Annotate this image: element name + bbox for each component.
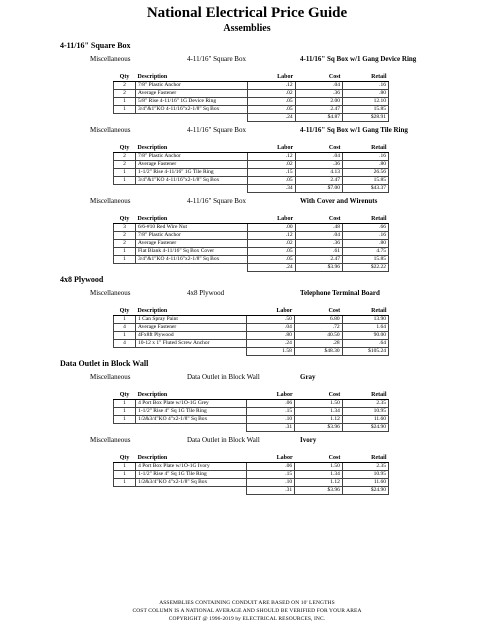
cell-labor: .12	[247, 153, 295, 161]
cell-qty: 1	[114, 98, 136, 106]
column-header-labor: Labor	[247, 454, 295, 463]
column-header-qty: Qty	[114, 454, 136, 463]
cell-cost: 6.80	[294, 316, 342, 324]
cell-labor: .02	[247, 240, 295, 248]
cell-qty: 1	[114, 248, 136, 256]
total-retail: $43.37	[343, 185, 389, 193]
assembly-name: Gray	[300, 373, 316, 381]
total-labor: .24	[247, 114, 295, 122]
column-header-labor: Labor	[247, 73, 295, 82]
table-row	[114, 479, 389, 487]
cell-retail: 4.75	[343, 248, 389, 256]
cell-description: 10-12 x 1" Fluted Screw Anchor	[136, 340, 247, 348]
column-header-qty: Qty	[114, 391, 136, 400]
cell-qty: 4	[114, 324, 136, 332]
cell-cost: 1.12	[295, 416, 343, 424]
category-title: 4x8 Plywood	[60, 275, 104, 284]
cell-description: 3/4"&1"KO 4-11/16"x2-1/8" Sq Box	[136, 106, 248, 114]
cell-retail: 1.64	[342, 324, 388, 332]
cell-qty: 2	[114, 240, 136, 248]
column-header-retail: Retail	[343, 73, 389, 82]
table-header-row	[114, 391, 389, 400]
table-row	[114, 256, 389, 264]
column-header-description: Description	[136, 144, 248, 153]
cell-retail: 90.00	[342, 332, 388, 340]
cell-qty: 1	[114, 177, 136, 185]
assembly-header	[0, 125, 494, 136]
column-header-qty: Qty	[114, 215, 136, 224]
column-header-retail: Retail	[343, 215, 389, 224]
cell-description: 5/8" Rise 4-11/16" 1G Device Ring	[136, 98, 248, 106]
assembly-category: Miscellaneous	[90, 55, 131, 63]
column-header-retail: Retail	[343, 144, 389, 153]
cell-qty: 1	[114, 463, 136, 471]
column-header-cost: Cost	[295, 391, 343, 400]
cell-retail: 15.85	[343, 256, 389, 264]
cell-labor: .04	[247, 324, 295, 332]
column-header-cost: Cost	[295, 144, 342, 153]
cell-labor: .02	[247, 161, 295, 169]
table-row	[114, 224, 389, 232]
cell-retail: .16	[343, 232, 389, 240]
cell-qty: 2	[114, 232, 136, 240]
cell-cost: .36	[295, 161, 342, 169]
cell-labor: .12	[247, 82, 295, 90]
footer-copyright: COPYRIGHT @ 1996-2019 by ELECTRICAL RESOURCES, INC.	[168, 616, 326, 622]
total-spacer	[136, 264, 248, 272]
cell-retail: 13.90	[342, 316, 388, 324]
total-retail: $28.91	[343, 114, 389, 122]
column-header-description: Description	[136, 307, 247, 316]
column-header-description: Description	[136, 215, 248, 224]
total-labor: .24	[247, 264, 295, 272]
cell-retail: 15.85	[343, 106, 389, 114]
cell-labor: .00	[247, 224, 295, 232]
cell-cost: 2.00	[295, 98, 342, 106]
column-header-labor: Labor	[247, 391, 295, 400]
cell-retail: .80	[343, 161, 389, 169]
column-header-labor: Labor	[247, 144, 295, 153]
assembly-subcategory: Data Outlet in Block Wall	[187, 436, 260, 444]
table-row	[114, 90, 389, 98]
cell-retail: 12.10	[343, 98, 389, 106]
column-header-cost: Cost	[295, 215, 342, 224]
assembly-name: 4-11/16" Sq Box w/1 Gang Device Ring	[300, 55, 417, 63]
total-labor: .34	[247, 185, 295, 193]
column-header-labor: Labor	[247, 215, 295, 224]
cell-labor: .80	[247, 332, 295, 340]
assembly-items-table	[113, 391, 389, 432]
cell-retail: .64	[342, 340, 388, 348]
assembly-items-table	[113, 144, 389, 193]
table-row	[114, 240, 389, 248]
cell-labor: .10	[247, 416, 295, 424]
cell-qty: 1	[114, 256, 136, 264]
cell-cost: 1.50	[295, 463, 343, 471]
cell-retail: .80	[343, 90, 389, 98]
cell-qty: 3	[114, 224, 136, 232]
table-row	[114, 316, 389, 324]
cell-description: Average Fastener	[136, 90, 248, 98]
total-spacer	[114, 348, 136, 356]
table-row	[114, 463, 389, 471]
column-header-retail: Retail	[342, 454, 388, 463]
cell-retail: 11.60	[342, 416, 388, 424]
assembly-header	[0, 288, 494, 299]
footer-note-cost: COST COLUMN IS A NATIONAL AVERAGE AND SHOULD BE VERIFIED FOR YOUR AREA	[132, 608, 362, 614]
assembly-subcategory: 4-11/16" Square Box	[187, 126, 246, 134]
column-header-cost: Cost	[294, 307, 342, 316]
column-header-description: Description	[136, 73, 248, 82]
total-labor: .31	[247, 487, 295, 495]
cell-labor: .12	[247, 232, 295, 240]
cell-qty: 1	[114, 479, 136, 487]
cell-labor: .50	[247, 316, 295, 324]
cell-retail: 26.56	[343, 169, 389, 177]
table-row	[114, 340, 389, 348]
cell-retail: 10.95	[342, 471, 388, 479]
table-row	[114, 177, 389, 185]
assemblies-content	[0, 38, 494, 497]
table-row	[114, 232, 389, 240]
cell-qty: 2	[114, 90, 136, 98]
cell-description: 1-1/2" Rise 4" Sq 1G Tile Ring	[136, 408, 247, 416]
table-header-row	[114, 144, 389, 153]
cell-qty: 2	[114, 161, 136, 169]
cell-cost: .36	[295, 240, 342, 248]
cell-cost: 1.12	[295, 479, 343, 487]
cell-description: Average Fastener	[136, 240, 248, 248]
page-footer	[0, 599, 494, 623]
cell-retail: 2.35	[342, 463, 388, 471]
total-spacer	[136, 114, 248, 122]
table-row	[114, 471, 389, 479]
category-title: Data Outlet in Block Wall	[60, 359, 149, 368]
cell-description: 1 Can Spray Paint	[136, 316, 247, 324]
cell-cost: 40.50	[294, 332, 342, 340]
cell-retail: 15.85	[343, 177, 389, 185]
assembly-items-table	[113, 215, 389, 272]
assembly-category: Miscellaneous	[90, 197, 131, 205]
table-header-row	[114, 215, 389, 224]
cell-labor: .15	[247, 471, 295, 479]
assembly-category: Miscellaneous	[90, 126, 131, 134]
total-labor: 1.58	[247, 348, 295, 356]
assembly-category: Miscellaneous	[90, 436, 131, 444]
column-header-retail: Retail	[342, 307, 388, 316]
table-row	[114, 153, 389, 161]
cell-qty: 1	[114, 416, 136, 424]
cell-qty: 1	[114, 332, 136, 340]
assembly-items-table	[113, 454, 389, 495]
table-row	[114, 416, 389, 424]
column-header-retail: Retail	[342, 391, 388, 400]
cell-description: Average Fastener	[136, 324, 247, 332]
cell-qty: 2	[114, 82, 136, 90]
total-spacer	[136, 487, 247, 495]
cell-description: 4 Port Box Plate w/1O-1G Ivory	[136, 463, 247, 471]
total-cost: $48.30	[294, 348, 342, 356]
column-header-cost: Cost	[295, 73, 342, 82]
cell-qty: 1	[114, 471, 136, 479]
assembly-category: Miscellaneous	[90, 289, 131, 297]
cell-labor: .05	[247, 256, 295, 264]
cell-retail: 11.60	[342, 479, 388, 487]
table-row	[114, 169, 389, 177]
cell-cost: 2.47	[295, 177, 342, 185]
total-spacer	[114, 264, 136, 272]
cell-description: 4Fx8ft Plywood	[136, 332, 247, 340]
total-row	[114, 348, 389, 356]
total-spacer	[114, 114, 136, 122]
total-spacer	[136, 185, 248, 193]
cell-description: 3/4"&1"KO 4-11/16"x2-1/8" Sq Box	[136, 256, 248, 264]
cell-retail: .80	[343, 240, 389, 248]
cell-labor: .06	[247, 400, 295, 408]
table-row	[114, 400, 389, 408]
cell-retail: .16	[343, 82, 389, 90]
assembly-subcategory: Data Outlet in Block Wall	[187, 373, 260, 381]
cell-labor: .02	[247, 90, 295, 98]
cell-qty: 1	[114, 316, 136, 324]
assembly-subcategory: 4x8 Plywood	[187, 289, 225, 297]
cell-description: 1/2&3/4"KO 4"x2-1/8" Sq Box	[136, 479, 247, 487]
table-header-row	[114, 73, 389, 82]
cell-cost: .36	[295, 90, 342, 98]
cell-description: 7/8" Plastic Anchor	[136, 153, 248, 161]
cell-labor: .10	[247, 479, 295, 487]
cell-description: Average Fastener	[136, 161, 248, 169]
cell-retail: .66	[343, 224, 389, 232]
cell-labor: .05	[247, 106, 295, 114]
total-row	[114, 424, 389, 432]
cell-cost: .61	[295, 248, 342, 256]
cell-cost: 1.34	[295, 471, 343, 479]
cell-qty: 1	[114, 408, 136, 416]
total-retail: $24.90	[342, 487, 388, 495]
total-cost: $3.96	[295, 424, 343, 432]
total-retail: $105.24	[342, 348, 388, 356]
cell-description: 7/8" Plastic Anchor	[136, 232, 248, 240]
total-spacer	[114, 424, 136, 432]
cell-description: 6/6-#10 Red Wire Nut	[136, 224, 248, 232]
assembly-name: Ivory	[300, 436, 317, 444]
table-row	[114, 408, 389, 416]
assembly-header	[0, 196, 494, 207]
column-header-qty: Qty	[114, 73, 136, 82]
table-row	[114, 161, 389, 169]
cell-cost: .72	[294, 324, 342, 332]
table-row	[114, 324, 389, 332]
assembly-header	[0, 54, 494, 65]
cell-qty: 1	[114, 400, 136, 408]
cell-labor: .15	[247, 169, 295, 177]
cell-description: 1-1/2" Rise 4-11/16" 1G Tile Ring	[136, 169, 248, 177]
cell-cost: 1.34	[295, 408, 343, 416]
assembly-subcategory: 4-11/16" Square Box	[187, 55, 246, 63]
total-cost: $3.96	[295, 264, 342, 272]
column-header-cost: Cost	[295, 454, 343, 463]
table-header-row	[114, 454, 389, 463]
total-cost: $4.87	[295, 114, 342, 122]
cell-cost: 1.50	[295, 400, 343, 408]
assembly-name: 4-11/16" Sq Box w/1 Gang Tile Ring	[300, 126, 408, 134]
column-header-qty: Qty	[114, 144, 136, 153]
assembly-category: Miscellaneous	[90, 373, 131, 381]
cell-cost: 2.47	[295, 256, 342, 264]
cell-cost: .04	[295, 82, 342, 90]
assembly-subcategory: 4-11/16" Square Box	[187, 197, 246, 205]
total-spacer	[114, 185, 136, 193]
total-cost: $3.96	[295, 487, 343, 495]
footer-note-conduit: ASSEMBLIES CONTAINING CONDUIT ARE BASED ON 10' LENGTHS	[159, 600, 335, 606]
total-retail: $22.22	[343, 264, 389, 272]
column-header-qty: Qty	[114, 307, 136, 316]
table-row	[114, 248, 389, 256]
category-title: 4-11/16" Square Box	[60, 41, 131, 50]
table-row	[114, 106, 389, 114]
cell-cost: 4.13	[295, 169, 342, 177]
cell-labor: .06	[247, 463, 295, 471]
total-row	[114, 264, 389, 272]
column-header-labor: Labor	[247, 307, 295, 316]
assembly-name: Telephone Terminal Board	[300, 289, 380, 297]
assembly-items-table	[113, 307, 389, 356]
cell-qty: 4	[114, 340, 136, 348]
total-spacer	[136, 348, 247, 356]
total-retail: $24.90	[342, 424, 388, 432]
cell-description: 3/4"&1"KO 4-11/16"x2-1/8" Sq Box	[136, 177, 248, 185]
table-header-row	[114, 307, 389, 316]
cell-qty: 1	[114, 106, 136, 114]
cell-labor: .05	[247, 248, 295, 256]
cell-description: 7/8" Plastic Anchor	[136, 82, 248, 90]
cell-retail: .16	[343, 153, 389, 161]
assembly-items-table	[113, 73, 389, 122]
cell-description: 1/2&3/4"KO 4"x2-1/8" Sq Box	[136, 416, 247, 424]
cell-description: 4 Port Box Plate w/1O-1G Grey	[136, 400, 247, 408]
column-header-description: Description	[136, 391, 247, 400]
assembly-header	[0, 435, 494, 446]
column-header-description: Description	[136, 454, 247, 463]
cell-qty: 2	[114, 153, 136, 161]
cell-labor: .15	[247, 408, 295, 416]
assembly-name: With Cover and Wirenuts	[300, 197, 378, 205]
total-row	[114, 185, 389, 193]
assembly-header	[0, 372, 494, 383]
total-spacer	[114, 487, 136, 495]
cell-cost: 2.47	[295, 106, 342, 114]
cell-qty: 1	[114, 169, 136, 177]
cell-description: 1-1/2" Rise 4" Sq 1G Tile Ring	[136, 471, 247, 479]
cell-cost: .48	[295, 224, 342, 232]
total-row	[114, 487, 389, 495]
total-cost: $7.00	[295, 185, 342, 193]
table-row	[114, 82, 389, 90]
cell-cost: .04	[295, 232, 342, 240]
table-row	[114, 98, 389, 106]
total-row	[114, 114, 389, 122]
cell-cost: .04	[295, 153, 342, 161]
cell-cost: .28	[294, 340, 342, 348]
cell-labor: .05	[247, 98, 295, 106]
cell-description: Flat Blank 4-11/16" Sq Box Cover	[136, 248, 248, 256]
page-title: National Electrical Price Guide	[146, 5, 348, 21]
total-labor: .31	[247, 424, 295, 432]
cell-labor: .24	[247, 340, 295, 348]
cell-retail: 10.95	[342, 408, 388, 416]
total-spacer	[136, 424, 247, 432]
page-subtitle: Assemblies	[223, 23, 271, 34]
cell-labor: .05	[247, 177, 295, 185]
table-row	[114, 332, 389, 340]
cell-retail: 2.35	[342, 400, 388, 408]
